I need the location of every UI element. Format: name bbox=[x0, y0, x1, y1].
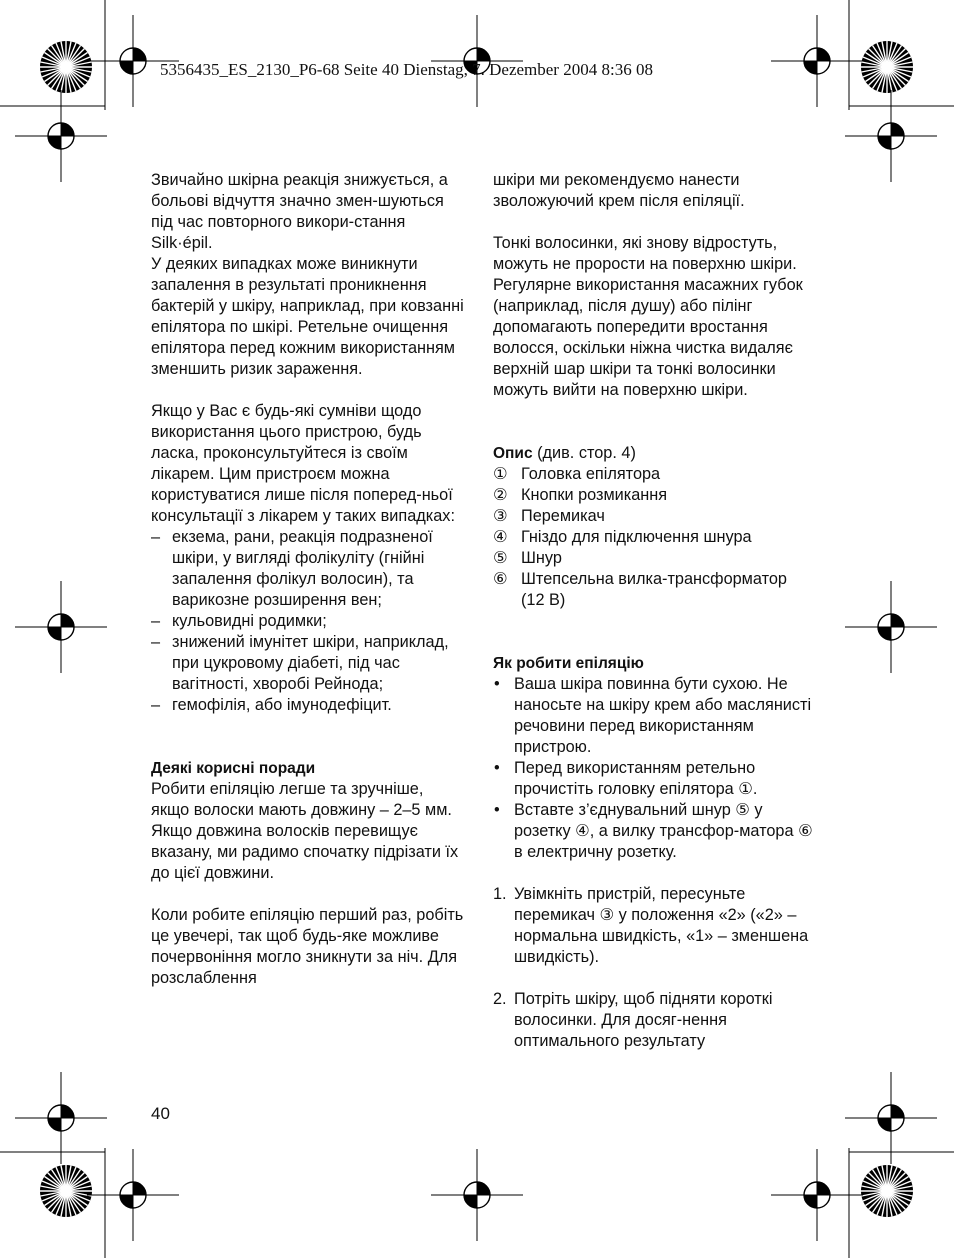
list-item: ⑤ Шнур bbox=[493, 549, 562, 567]
registration-mark-icon bbox=[87, 1149, 179, 1241]
left-column bbox=[151, 170, 466, 989]
starburst-top-left-icon bbox=[40, 41, 92, 93]
starburst-bottom-left-icon bbox=[40, 1165, 92, 1217]
paragraph: Тонкі волосинки, які знову відростуть, можуть не прорости на поверхню шкіри. Регулярне використання масажних губок (наприклад, після душу) або пілінг допомагають попередити вростання волосся, оскільки ніжна чистка видаляє верхній шар шкіри та тонкі волосинки можуть вийти на поверхню шкіри. bbox=[493, 234, 803, 399]
registration-mark-icon bbox=[845, 1072, 937, 1164]
list-item: – екзема, рани, реакція подразненої шкіри, у вигляді фолікуліту (гнійні запалення фолікул волосин), та варикозне розширення вен; bbox=[151, 527, 466, 611]
page-number: 40 bbox=[151, 1104, 170, 1123]
section-heading-how-to: Як робити епіляцію bbox=[493, 655, 644, 672]
list-item: • Вставте з’єднувальний шнур ⑤ у розетку ④, а вилку трансфор-матора ⑥ в електричну розетку. bbox=[493, 800, 813, 863]
registration-mark-icon bbox=[15, 581, 107, 673]
paragraph: У деяких випадках може виникнути запалення в результаті проникнення бактерій у шкіру, наприклад, при ковзанні епілятора по шкірі. Ретельне очищення епілятора перед кожним використанням зменшить ризик зараження. bbox=[151, 255, 464, 378]
list-item: ① Головка епілятора bbox=[493, 465, 661, 483]
description-page-ref: (див. стор. 4) bbox=[532, 444, 636, 462]
registration-mark-icon bbox=[845, 581, 937, 673]
preparation-list bbox=[493, 674, 813, 863]
parts-list bbox=[493, 464, 813, 611]
paragraph: Робити епіляцію легше та зручніше, якщо волоски мають довжину – 2–5 мм. Якщо довжина волосків перевищує вказану, ми радимо спочатку підрізати їх до цієї довжини. bbox=[151, 780, 459, 882]
list-item: • Перед використанням ретельно прочистіть головку епілятора ①. bbox=[493, 758, 813, 800]
list-item: – кульовидні родимки; bbox=[151, 611, 466, 632]
starburst-bottom-right-icon bbox=[861, 1165, 913, 1217]
list-item: 2. Потріть шкіру, щоб підняти короткі волосинки. Для досяг-нення оптимального результату bbox=[493, 990, 773, 1050]
list-item: ④ Гніздо для підключення шнура bbox=[493, 528, 752, 546]
list-item: ⑥ Штепсельна вилка-трансформатор (12 В) bbox=[493, 570, 787, 609]
section-heading-tips: Деякі корисні поради bbox=[151, 760, 316, 777]
paragraph: шкіри ми рекомендуємо нанести зволожуючий крем після епіляції. bbox=[493, 171, 745, 210]
registration-mark-icon bbox=[15, 1072, 107, 1164]
paragraph: Коли робите епіляцію перший раз, робіть це увечері, так щоб будь-яке можливе почервоніння могло зникнути за ніч. Для розслаблення bbox=[151, 906, 464, 987]
paragraph: Звичайно шкірна реакція знижується, а больові відчуття значно змен-шуються під час повторного викори-стання Silk·épil. bbox=[151, 171, 448, 252]
description-heading-line bbox=[493, 443, 813, 464]
registration-mark-icon bbox=[431, 1149, 523, 1241]
list-item: • Ваша шкіра повинна бути сухою. Не наносьте на шкіру крем або маслянисті речовини перед використанням пристрою. bbox=[493, 674, 813, 758]
registration-mark-icon bbox=[845, 90, 937, 182]
list-item: – знижений імунітет шкіри, наприклад, при цукровому діабеті, під час вагітності, хворобі Рейнода; bbox=[151, 632, 466, 695]
starburst-top-right-icon bbox=[861, 41, 913, 93]
registration-mark-icon bbox=[15, 90, 107, 182]
steps-list bbox=[493, 884, 813, 1052]
list-item: ② Кнопки розмикання bbox=[493, 486, 668, 504]
print-header: 5356435_ES_2130_P6-68 Seite 40 Dienstag, 7. Dezember 2004 8:36 08 bbox=[160, 60, 653, 79]
list-item: 1. Увімкніть пристрій, пересуньте перемикач ③ у положення «2» («2» – нормальна швидкість, «1» – зменшена швидкість). bbox=[493, 885, 809, 966]
right-column bbox=[493, 170, 813, 1052]
list-item: – гемофілія, або імунодефіцит. bbox=[151, 695, 466, 716]
section-heading-description: Опис bbox=[493, 445, 533, 462]
contraindication-list bbox=[151, 527, 466, 716]
list-item: ③ Перемикач bbox=[493, 507, 605, 525]
paragraph: Якщо у Вас є будь-які сумніви щодо використання цього пристрою, будь ласка, проконсультуйтеся із своїм лікарем. Цим пристроєм можна користуватися лише після поперед-ньої консультації з лікарем у таких випадках: bbox=[151, 402, 455, 525]
